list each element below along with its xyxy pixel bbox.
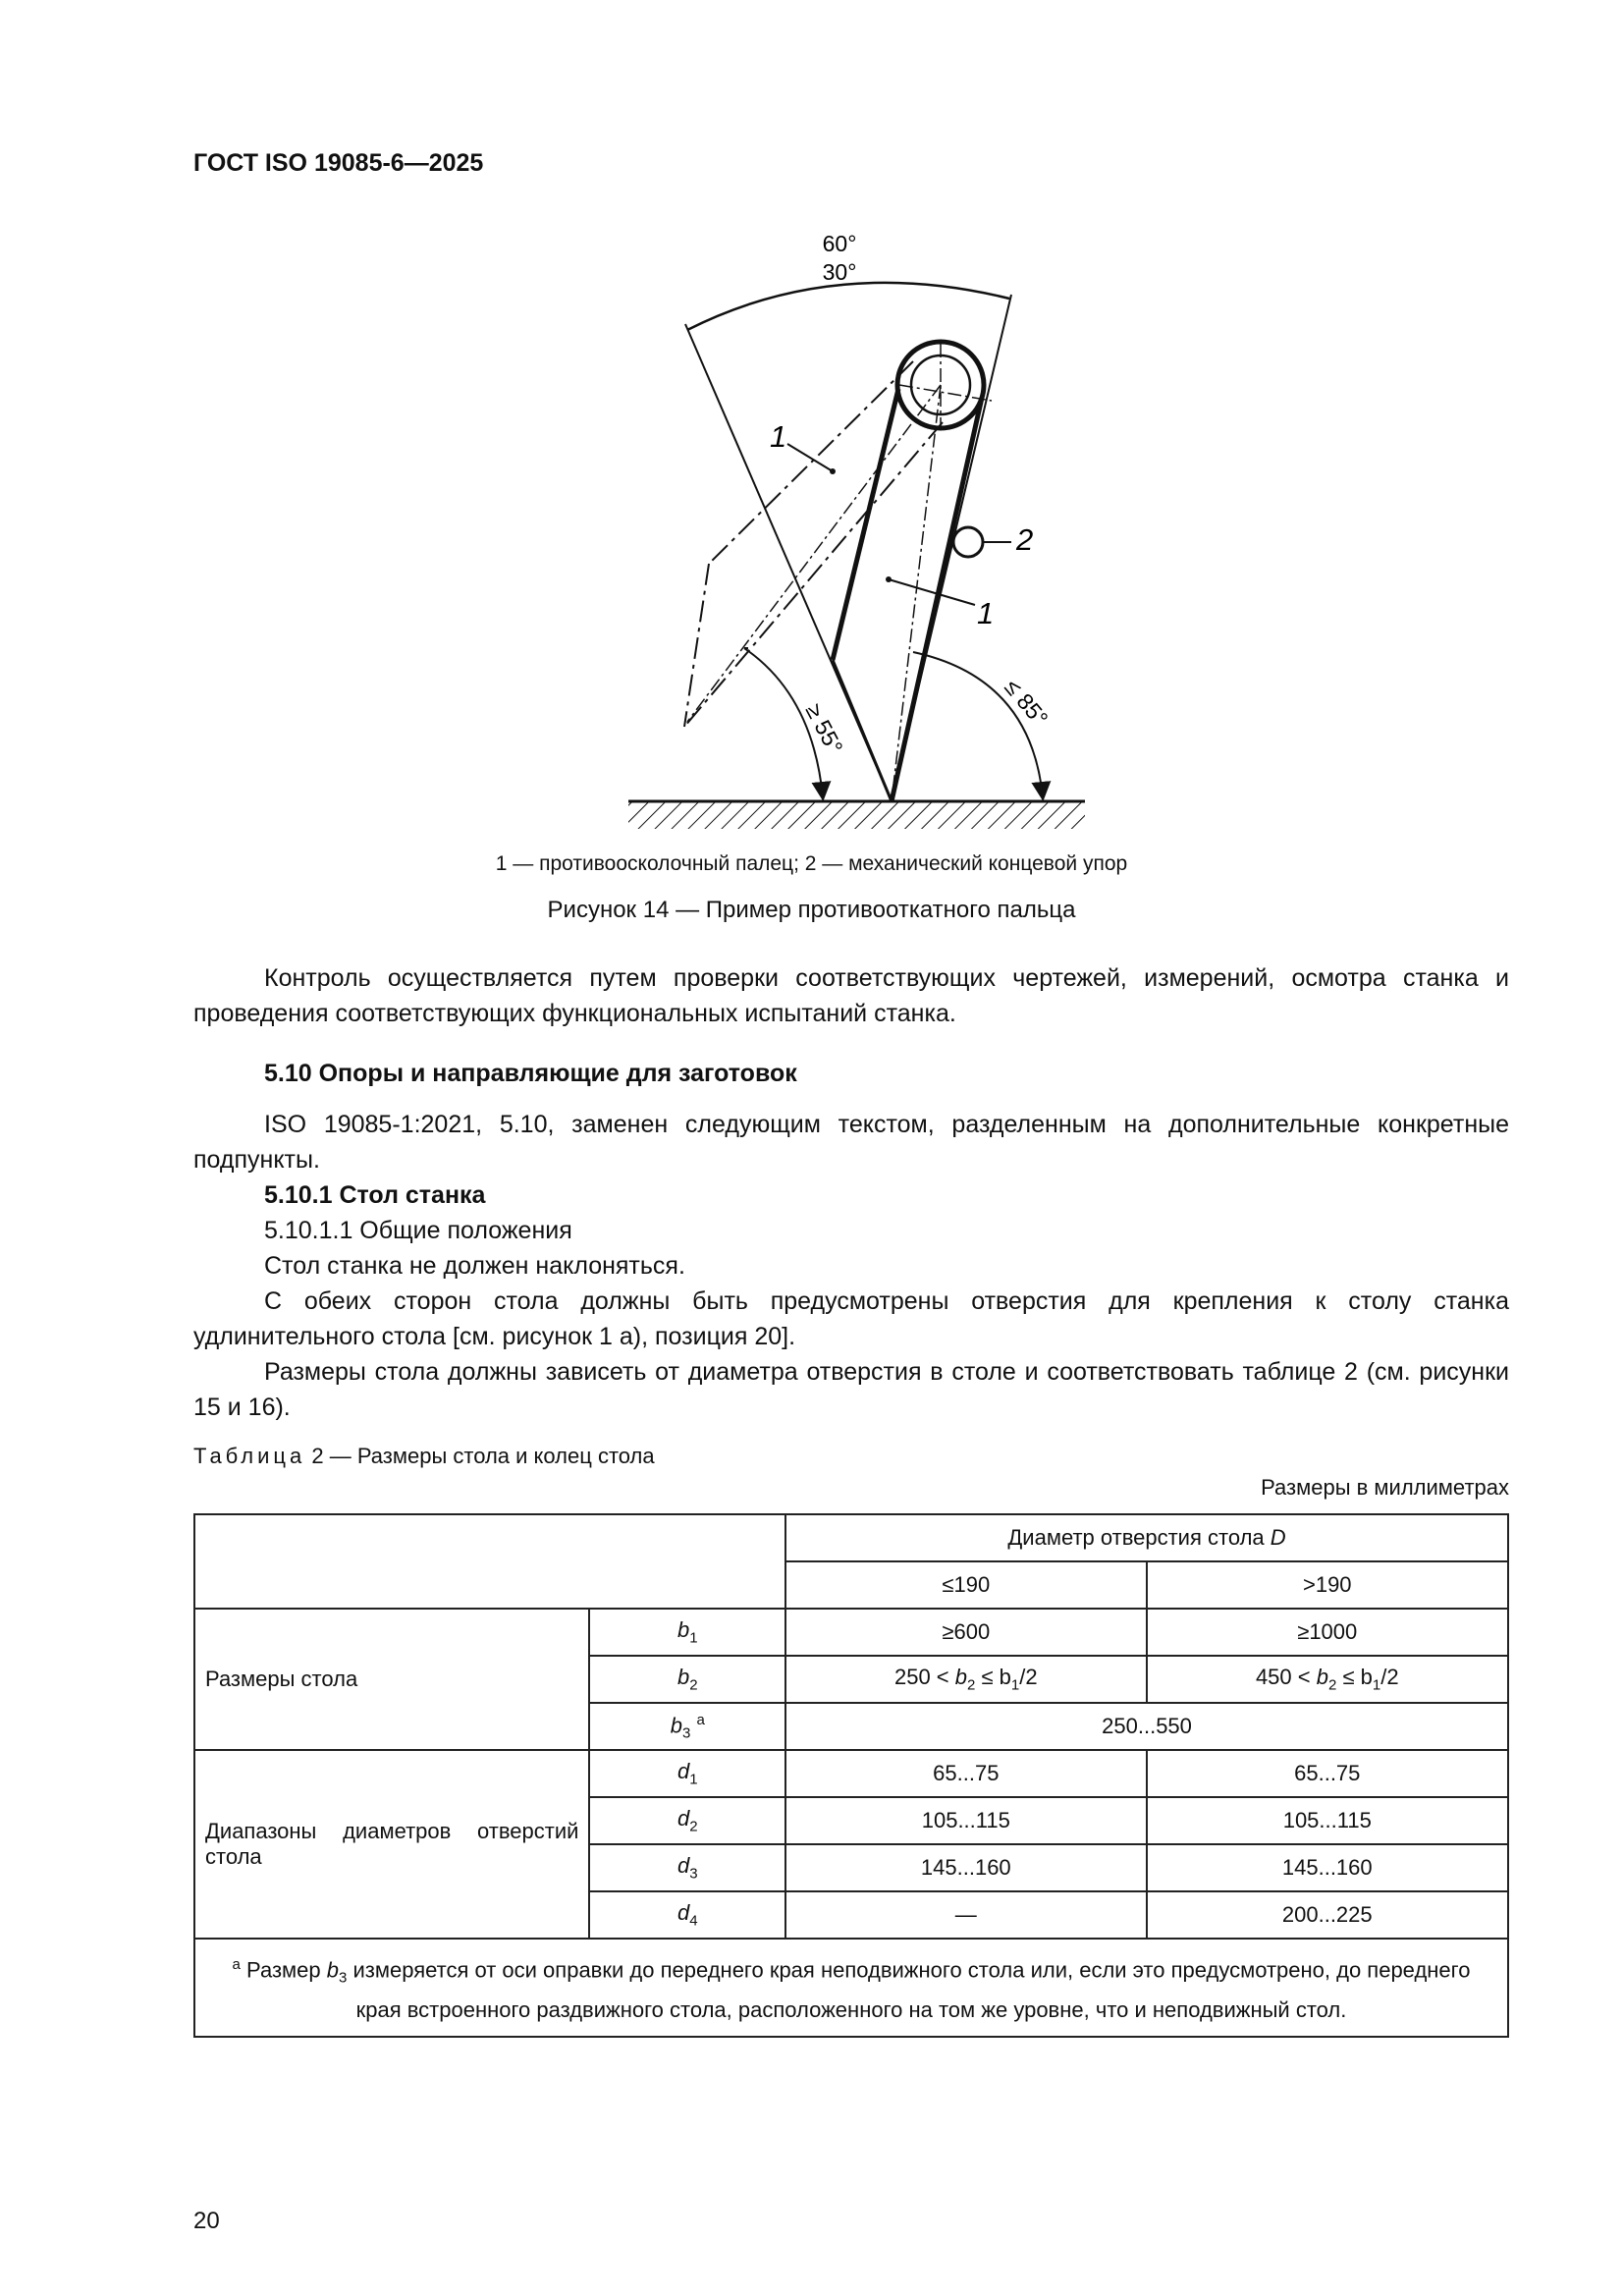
paragraph-dimensions: Размеры стола должны зависеть от диаметра отверстия в столе и соответствовать таблице 2 (см. рисунки 15 и 16).: [193, 1358, 1509, 1421]
figure-14-drawing: [609, 216, 1100, 835]
table-cell: 65...75: [1147, 1750, 1508, 1797]
section-5-10-1-1-heading: 5.10.1.1 Общие положения: [264, 1217, 572, 1244]
table-symbol-b3: $b_3$ $^a$: [589, 1703, 785, 1750]
table-cell: ≥600: [785, 1609, 1146, 1656]
table-cell: 250...550: [785, 1703, 1508, 1750]
table-cell: $250 < b_2 \le b_1/2$: [785, 1656, 1146, 1703]
table-group-table-dimensions: Размеры стола: [194, 1609, 589, 1750]
table-col-le190: ≤190: [785, 1561, 1146, 1609]
angle-55-label: ≥ 55°: [800, 699, 848, 758]
table-col-gt190: >190: [1147, 1561, 1508, 1609]
table-symbol-d4: $d_4$: [589, 1891, 785, 1939]
table-header-row: [194, 1514, 1508, 1561]
table-footnote-row: [194, 1939, 1508, 2037]
table-symbol-d1: $d_1$: [589, 1750, 785, 1797]
table-header-main: Диаметр отверстия стола D: [785, 1514, 1508, 1561]
table-caption-word: Таблица: [193, 1444, 306, 1468]
table-cell: 105...115: [1147, 1797, 1508, 1844]
table-cell: $450 < b_2 \le b_1/2$: [1147, 1656, 1508, 1703]
label-1-lower: 1: [977, 596, 995, 630]
table-symbol-d3: $d_3$: [589, 1844, 785, 1891]
table-cell: 105...115: [785, 1797, 1146, 1844]
table-footnote: $^a$ Размер $b_3$ измеряется от оси оправки до переднего края неподвижного стола или, если это предусмотрено, до переднего края встроенного раздвижного стола, расположенного на том же уровне, что и неподвижный стол.: [194, 1939, 1508, 2037]
angle-85-label: ≤ 85°: [1000, 674, 1054, 732]
paragraph-holes: С обеих сторон стола должны быть предусмотрены отверстия для крепления к столу станка удлинительного стола [см. рисунок 1 а), позиция 20].: [193, 1287, 1509, 1350]
page-number: 20: [193, 2208, 220, 2234]
table-row: [194, 1750, 1508, 1797]
table-cell: 65...75: [785, 1750, 1146, 1797]
table-group-hole-diameters: Диапазоны диаметров отверстий стола: [194, 1750, 589, 1939]
table-units: Размеры в миллиметрах: [1261, 1475, 1509, 1500]
label-1-upper: 1: [770, 419, 787, 454]
label-2: 2: [1016, 522, 1034, 557]
figure-legend: 1 — противоосколочный палец; 2 — механический концевой упор: [495, 852, 1128, 875]
table-cell: 200...225: [1147, 1891, 1508, 1939]
right-angle-arc: [913, 652, 1043, 797]
top-angle-arc: [687, 283, 1009, 330]
end-stop-circle: [953, 527, 983, 557]
table-cell: 145...160: [1147, 1844, 1508, 1891]
section-5-10-heading: 5.10 Опоры и направляющие для заготовок: [264, 1060, 797, 1087]
table-cell: 145...160: [785, 1844, 1146, 1891]
figure-caption: Рисунок 14 — Пример противооткатного пальца: [547, 897, 1076, 923]
ground-hatch: [628, 801, 1085, 829]
table-row: [194, 1609, 1508, 1656]
table-symbol-b1: $b_1$: [589, 1609, 785, 1656]
document-header: ГОСТ ISO 19085-6—2025: [193, 149, 484, 177]
angle-30-label: 30°: [822, 259, 857, 285]
paragraph-no-tilt: Стол станка не должен наклоняться.: [264, 1252, 685, 1280]
table-caption-text: 2 — Размеры стола и колец стола: [311, 1444, 655, 1468]
table-symbol-d2: $d_2$: [589, 1797, 785, 1844]
table-2: [193, 1513, 1509, 2038]
table-caption: [193, 1444, 655, 1469]
table-cell: ≥1000: [1147, 1609, 1508, 1656]
angle-60-label: 60°: [822, 231, 857, 256]
table-corner-cell: [194, 1514, 785, 1609]
table-cell: —: [785, 1891, 1146, 1939]
section-5-10-1-heading: 5.10.1 Стол станка: [264, 1181, 486, 1209]
paragraph-control: Контроль осуществляется путем проверки соответствующих чертежей, измерений, осмотра станка и проведения соответствующих функциональных испытаний станка.: [193, 964, 1509, 1027]
paragraph-iso-replacement: ISO 19085-1:2021, 5.10, заменен следующим текстом, разделенным на дополнительные конкретные подпункты.: [193, 1111, 1509, 1174]
table-symbol-b2: $b_2$: [589, 1656, 785, 1703]
